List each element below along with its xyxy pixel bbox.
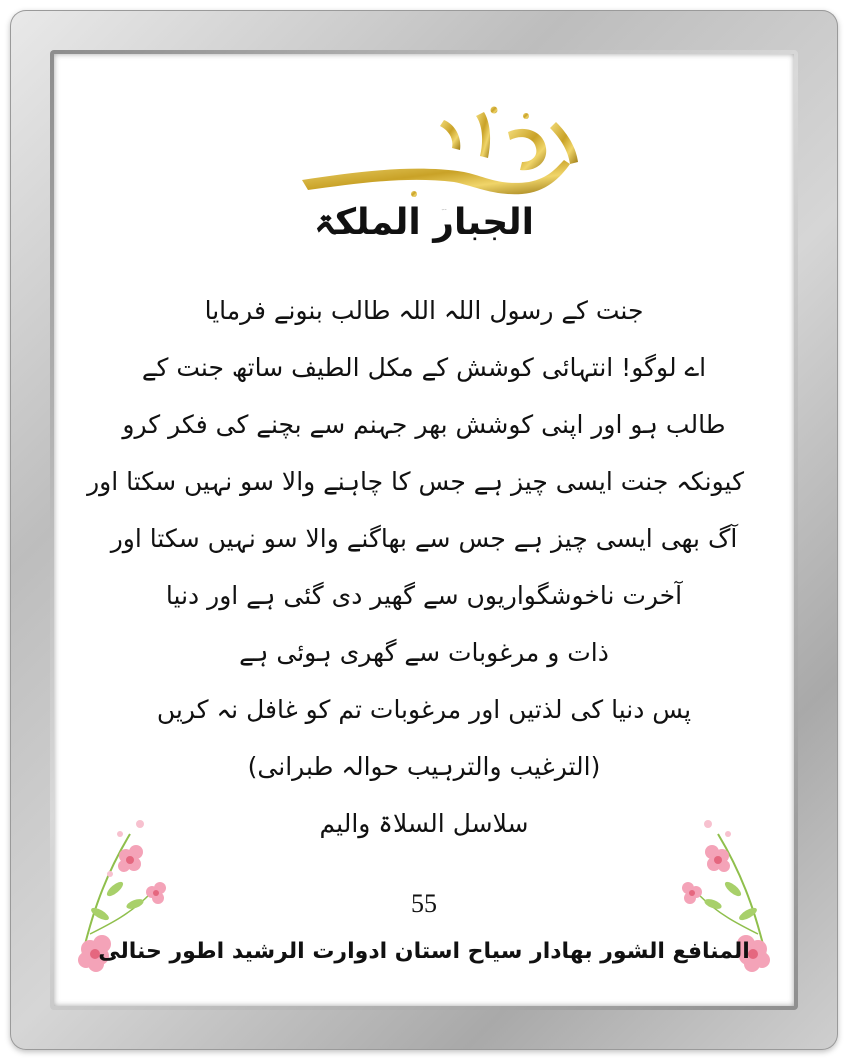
footer-attribution: المنافع الشور بھادار سیاح استان ادوارت الرشید اطور حنالی: [98, 939, 750, 964]
page-title: الجبار الملکۃ: [314, 202, 534, 243]
signature-line: سلاسل السلاۃ والیم: [319, 809, 529, 838]
text-line: ذات و مرغوبات سے گھری ہوئی ہے: [239, 638, 609, 667]
silver-frame: [10, 10, 838, 1050]
text-line: کیونکہ جنت ایسی چیز ہے جس کا چاہنے والا سو نہیں سکتا اور: [87, 467, 744, 496]
reference-line: (الترغیب والترہیب حوالہ طبرانی): [247, 752, 601, 781]
text-line: پس دنیا کی لذتیں اور مرغوبات تم کو غافل نہ کریں: [156, 695, 692, 724]
text-line: جنت کے رسول اللہ اللہ طالب بنونے فرمایا: [204, 296, 644, 325]
hadith-text: [87, 282, 744, 852]
text-line: اے لوگو! انتہائی کوشش کے مکل الطیف ساتھ جنت کے: [141, 353, 707, 382]
frame-bevel: [50, 50, 798, 1010]
page-number: 55: [411, 889, 437, 918]
jumma-mubarak-calligraphy: [294, 102, 594, 212]
text-line: طالب ہو اور اپنی کوشش بھر جہنم سے بچنے کی فکر کرو: [122, 410, 726, 439]
content-panel: [54, 54, 794, 1006]
text-line: آگ بھی ایسی چیز ہے جس سے بھاگنے والا سو نہیں سکتا اور: [110, 524, 738, 553]
text-line: آخرت ناخوشگواریوں سے گھیر دی گئی ہے اور دنیا: [165, 581, 683, 610]
